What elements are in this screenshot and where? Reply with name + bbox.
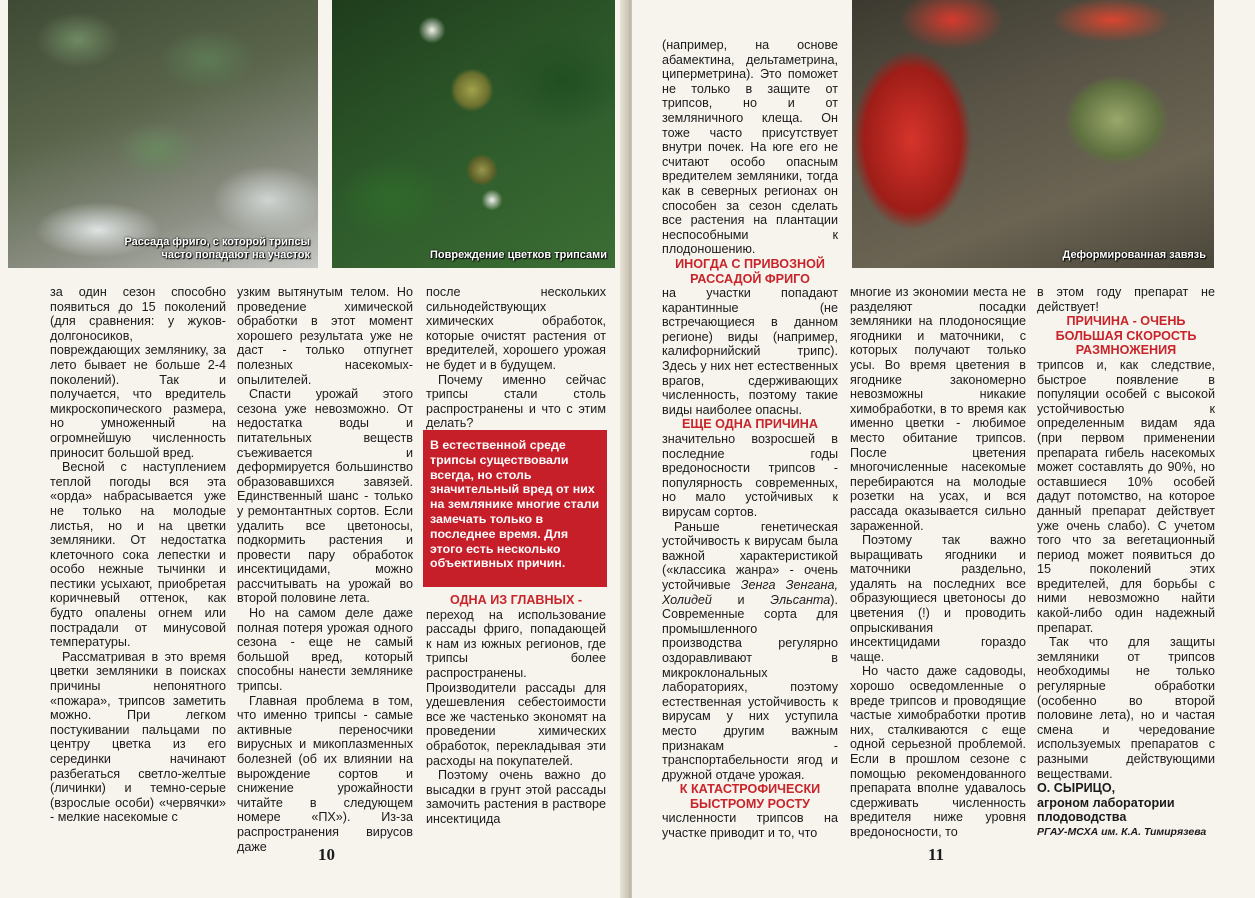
paragraph: после нескольких сильнодействующих химических обработок, которые очистят растения от вредителей, хорошего урожая не будет и в будущем. <box>426 285 606 372</box>
paragraph: Поэтому так важно выращивать ягодники и маточники раздельно, удалять на последних все образующиеся цветоносы до цветения (!) и проводить опрыскивания инсектицидами гораздо чаще. <box>850 533 1026 664</box>
paragraph: на участки попадают карантинные (не встречающиеся в данном регионе) виды (например, калифорнийский трипс). Здесь у них нет естественных врагов, сдерживающих численность, поэтому такие виды наиболее опасны. <box>662 286 838 417</box>
author-role: агроном лаборатории <box>1037 795 1175 810</box>
paragraph <box>662 520 838 783</box>
section-heading: ЕЩЕ ОДНА ПРИЧИНА <box>681 417 819 432</box>
paragraph: Рассматривая в это время цветки земляники в поисках причины непонятного «пожара», трипсов заметить можно. При легком постукивании пальцами по центру цветка из его серединки начинают разбегаться светло-желтые (личинки) и темно-серые (взрослые особи) «червячки» - мелкие насекомые с <box>50 649 226 825</box>
paragraph: Но на самом деле даже полная потеря урожая одного сезона - еще не самый большой вред, который способны нанести землянике трипсы. <box>237 606 413 694</box>
paragraph: в этом году препарат не действует! <box>1037 285 1215 314</box>
paragraph: Так что для защиты земляники от трипсов необходимы не только регулярные обработки (особенно во второй половине лета), но и частая смена и чередование используемых препаратов с разными действующими веществами. <box>1037 635 1215 781</box>
right-column-2 <box>850 285 1026 840</box>
photo-caption: Деформированная завязь <box>1062 249 1206 261</box>
paragraph: узким вытянутым телом. Но проведение химической обработки в этот момент хорошего результата уже не даст - только отпугнет полезных насекомых-опылителей. <box>237 285 413 387</box>
paragraph: Поэтому очень важно до высадки в грунт этой рассады замочить растения в растворе инсектицида <box>426 768 606 826</box>
variety-name: Эльсанта <box>770 592 831 607</box>
paragraph: Почему именно сейчас трипсы стали столь распространены и что с этим делать? <box>426 372 606 431</box>
text-run: Раньше генетическая устойчивость к вирусам была важной характеристикой («классика жанра» - очень устойчивые <box>662 519 838 592</box>
section-heading: ОДНА ИЗ ГЛАВНЫХ - <box>449 593 583 607</box>
right-column-3 <box>1037 285 1215 840</box>
paragraph: Главная проблема в том, что именно трипсы - самые активные переносчики вирусных и микоплазменных болезней (об их влиянии на вырождение сортов и снижение урожайности читайте в следующем номере «ПХ»). Из-за распространения вирусов даже <box>237 693 413 854</box>
section-heading: К КАТАСТРОФИЧЕСКИ БЫСТРОМУ РОСТУ <box>679 782 821 811</box>
paragraph: Весной с наступлением теплой погоды вся эта «орда» набрасывается уже не только на молодые листья, но и на цветки земляники. От недостатка клеточного сока лепестки и особо нежные тычинки и пестики усыхают, приобретая коричневый оттенок, как будто опалены огнем или пострадали от минусовой температуры. <box>50 460 226 650</box>
photo-frigo-seedlings <box>8 0 318 268</box>
author-organization: РГАУ-МСХА им. К.А. Тимирязева <box>1037 825 1207 838</box>
variety-names: Зенга Зенгана, Холидей <box>662 577 838 607</box>
right-column-1 <box>662 38 838 841</box>
left-column-2 <box>237 285 413 854</box>
paragraph: Спасти урожай этого сезона уже невозможно. От недостатка воды и питательных веществ съеживается и деформируется большинство образовавшихся завязей. Единственный шанс - только у ремонтантных сортов. Если удалить все цветоносы, подкормить растения и провести пару обработок инсектицидами, можно рассчитывать на урожай во второй половине лета. <box>237 387 413 606</box>
paragraph: (например, на основе абамектина, дельтаметрина, циперметрина). Это поможет не только в защите от трипсов, но и от земляничного клеща. Он тоже часто присутствует внутри почек. На юге его не считают особо опасным вредителем земляники, тогда как в северных регионах он способен за сезон сделать все растения на плантации неспособными к плодоношению. <box>662 38 838 257</box>
paragraph: значительно возросшей в последние годы вредоносности трипсов - популярность современных, но мало устойчивых к вирусам сортов. <box>662 432 838 519</box>
paragraph: численности трипсов на участке приводит и то, что <box>662 811 838 841</box>
author-name: О. СЫРИЦО, <box>1037 781 1116 796</box>
page-right <box>632 0 1255 898</box>
left-column-3-bottom <box>426 593 606 827</box>
section-heading: ИНОГДА С ПРИВОЗНОЙ РАССАДОЙ ФРИГО <box>675 256 825 286</box>
author-role: плодоводства <box>1037 810 1127 825</box>
photo-caption: Рассада фриго, с которой трипсы часто попадают на участок <box>124 236 310 261</box>
section-heading: ПРИЧИНА - ОЧЕНЬ БОЛЬШАЯ СКОРОСТЬ РАЗМНОЖЕНИЯ <box>1055 314 1197 358</box>
paragraph: многие из экономии места не разделяют посадки земляники на плодоносящие ягодники и маточники, с которых получают только усы. Во время цветения в ягоднике закономерно невозможны никакие химобработки, в то время как именно цветки - любимое место обитание трипсов. После цветения многочисленные насекомые перебираются на молодые розетки на усах, и вся рассада оказывается сильно зараженной. <box>850 285 1026 533</box>
photo-deformed-ovary <box>852 0 1214 268</box>
left-column-1 <box>50 285 226 825</box>
paragraph: трипсов и, как следствие, быстрое появление в популяции особей с высокой устойчивостью к определенным видам яда (при первом применении препарата гибель насекомых может составлять до 90%, но оставшиеся 10% особей дадут потомство, на которое данный препарат действует уже очень слабо). С учетом того что за вегетационный период может появиться до 15 поколений этих вредителей, для борьбы с ними невозможно найти какой-либо один надежный препарат. <box>1037 357 1215 635</box>
paragraph: за один сезон способно появиться до 15 поколений (для сравнения: у жуков-долгоносиков, повреждающих землянику, за лето бывает не больше 2-4 поколений). Так и получается, что вредитель микроскопического размера, но умноженный на огромнейшую численность приносит большой вред. <box>50 285 226 460</box>
page-number: 10 <box>318 845 335 864</box>
text-run: и <box>711 592 771 607</box>
paragraph: Но часто даже садоводы, хорошо осведомленные о вреде трипсов и проводящие частые химобработки против них, сталкиваются с еще одной серьезной проблемой. Если в прошлом сезоне с помощью рекомендованного препарата вполне удавалось сдерживать численность вредителя ниже уровня вредоносности, то <box>850 664 1026 839</box>
page-number: 11 <box>928 845 945 864</box>
photo-caption: Повреждение цветков трипсами <box>430 249 607 261</box>
paragraph: переход на использование рассады фриго, попадающей к нам из южных регионов, где трипсы более распространены. Производители рассады для удешевления себестоимости все же частенько экономят на проведении химических обработок, перекладывая эти расходы на покупателей. <box>426 607 606 768</box>
left-column-3-top <box>426 285 606 431</box>
callout-box: В естественной среде трипсы существовали всегда, но столь значительный вред от них на землянике многие стали замечать только в последнее время. Для этого есть несколько объективных причин. <box>423 430 607 587</box>
photo-damaged-flowers <box>332 0 615 268</box>
text-run: ). Современные сорта для промышленного производства регулярно оздоравливают в микроклональных лабораториях, поэтому естественная устойчивость к вирусам у них уступила место другим важным признакам - транспортабельности ягод и дружной отдаче урожая. <box>662 592 838 782</box>
